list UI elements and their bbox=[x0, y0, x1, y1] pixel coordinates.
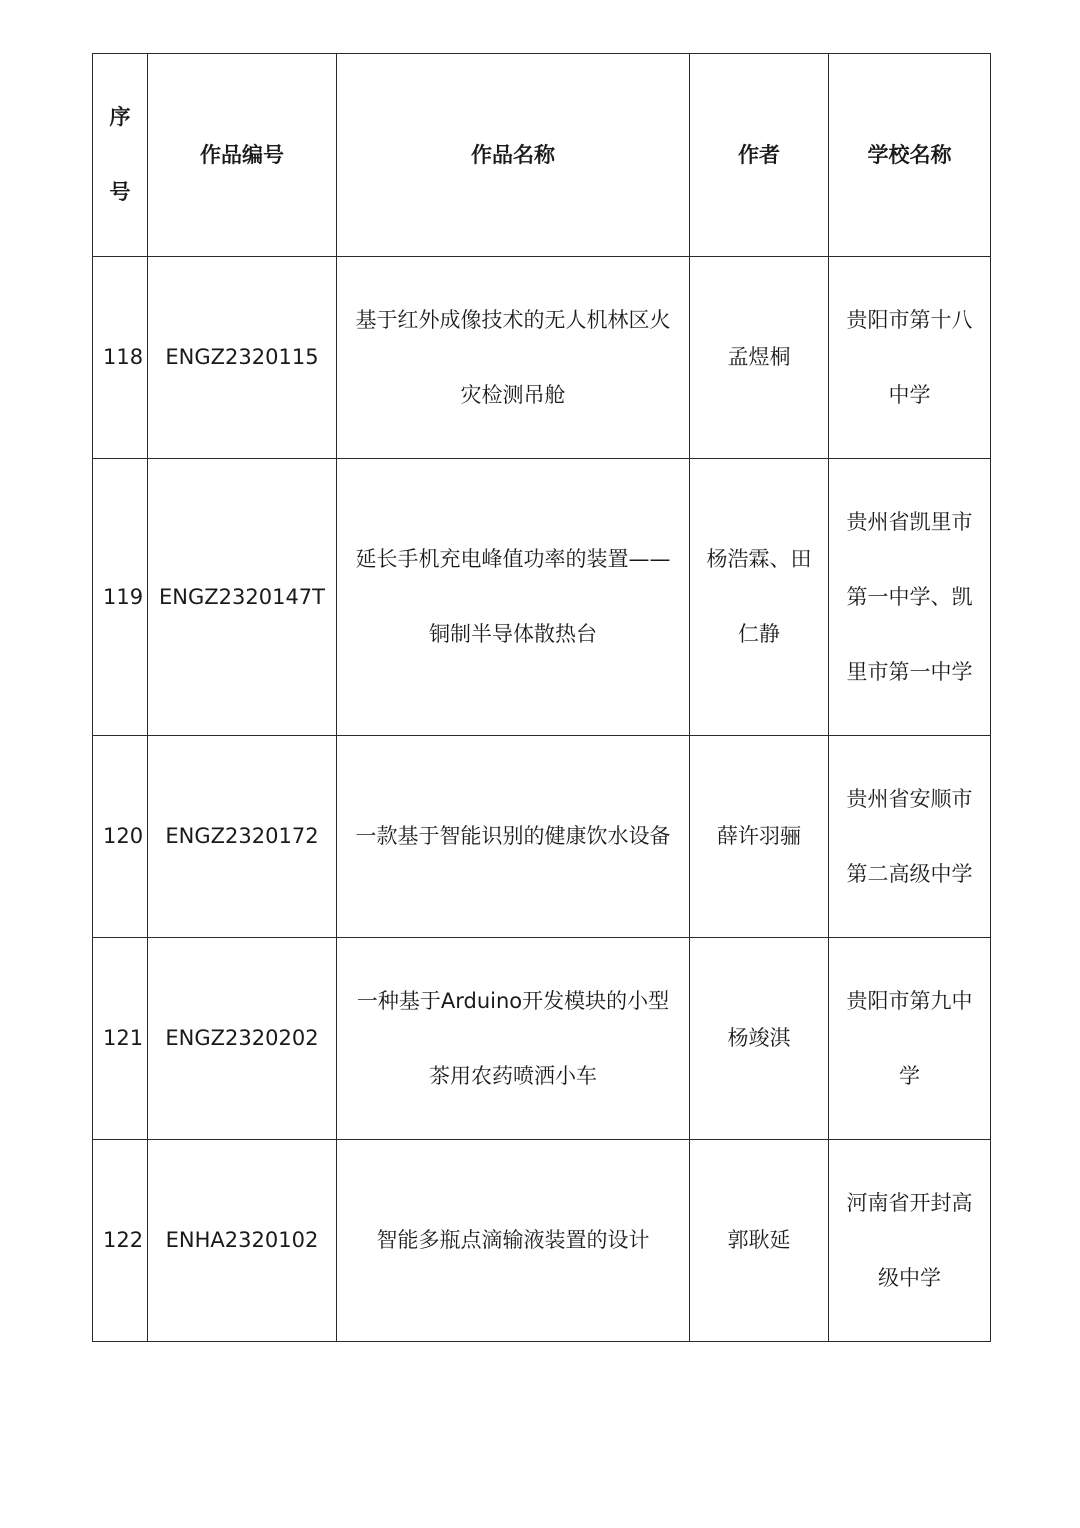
work-id-cell: ENGZ2320172 bbox=[148, 736, 337, 938]
school-line: 学 bbox=[899, 1063, 920, 1088]
header-seq-char-2: 号 bbox=[109, 180, 131, 204]
author-line: 郭耿延 bbox=[727, 1228, 791, 1252]
work-name-line: 一种基于Arduino开发模块的小型 bbox=[356, 988, 670, 1013]
school-line: 贵阳市第九中 bbox=[846, 988, 973, 1013]
seq-cell: 121 bbox=[93, 938, 148, 1140]
work-name-line: 一款基于智能识别的健康饮水设备 bbox=[355, 824, 671, 848]
author-line: 孟煜桐 bbox=[727, 345, 791, 369]
table-row bbox=[93, 736, 991, 938]
author-line: 薛许羽骊 bbox=[717, 824, 801, 848]
header-author: 作者 bbox=[690, 54, 829, 257]
author-line: 仁静 bbox=[738, 622, 780, 646]
awards-table bbox=[92, 53, 991, 1342]
author-cell bbox=[690, 938, 829, 1140]
work-name-line: 基于红外成像技术的无人机林区火 bbox=[355, 307, 671, 332]
work-id-cell: ENGZ2320147T bbox=[148, 459, 337, 736]
school-line: 贵州省安顺市 bbox=[846, 786, 973, 811]
header-work-name: 作品名称 bbox=[337, 54, 690, 257]
seq-cell: 120 bbox=[93, 736, 148, 938]
school-line: 贵阳市第十八 bbox=[846, 307, 973, 332]
author-cell bbox=[690, 459, 829, 736]
header-school: 学校名称 bbox=[829, 54, 991, 257]
author-cell bbox=[690, 257, 829, 459]
work-name-cell bbox=[337, 938, 690, 1140]
school-line: 第一中学、凯 bbox=[846, 584, 973, 609]
work-name-line: 铜制半导体散热台 bbox=[429, 622, 597, 646]
school-cell bbox=[829, 938, 991, 1140]
header-work-id: 作品编号 bbox=[148, 54, 337, 257]
school-line: 贵州省凯里市 bbox=[846, 509, 973, 534]
school-line: 中学 bbox=[888, 382, 931, 407]
header-seq bbox=[93, 54, 148, 257]
school-cell bbox=[829, 736, 991, 938]
author-cell bbox=[690, 1140, 829, 1342]
school-line: 级中学 bbox=[878, 1265, 941, 1290]
seq-cell: 118 bbox=[93, 257, 148, 459]
work-id-cell: ENHA2320102 bbox=[148, 1140, 337, 1342]
work-name-cell bbox=[337, 459, 690, 736]
work-name-line: 茶用农药喷洒小车 bbox=[429, 1063, 597, 1088]
school-line: 第二高级中学 bbox=[846, 861, 973, 886]
work-name-cell bbox=[337, 736, 690, 938]
author-line: 杨浩霖、田 bbox=[706, 547, 812, 571]
work-id-cell: ENGZ2320115 bbox=[148, 257, 337, 459]
seq-cell: 122 bbox=[93, 1140, 148, 1342]
header-seq-char-1: 序 bbox=[109, 105, 131, 129]
author-cell bbox=[690, 736, 829, 938]
work-name-cell bbox=[337, 257, 690, 459]
work-name-cell bbox=[337, 1140, 690, 1342]
school-cell bbox=[829, 1140, 991, 1342]
seq-cell: 119 bbox=[93, 459, 148, 736]
school-line: 里市第一中学 bbox=[846, 659, 973, 684]
table-header-row bbox=[93, 54, 991, 257]
school-cell bbox=[829, 257, 991, 459]
table-row bbox=[93, 257, 991, 459]
author-line: 杨竣淇 bbox=[727, 1026, 791, 1050]
work-id-cell: ENGZ2320202 bbox=[148, 938, 337, 1140]
work-name-line: 智能多瓶点滴输液装置的设计 bbox=[376, 1228, 650, 1252]
table-row bbox=[93, 459, 991, 736]
school-cell bbox=[829, 459, 991, 736]
work-name-line: 延长手机充电峰值功率的装置—— bbox=[355, 547, 671, 571]
table-row bbox=[93, 938, 991, 1140]
school-line: 河南省开封高 bbox=[846, 1190, 973, 1215]
table-row bbox=[93, 1140, 991, 1342]
work-name-line: 灾检测吊舱 bbox=[460, 382, 566, 407]
